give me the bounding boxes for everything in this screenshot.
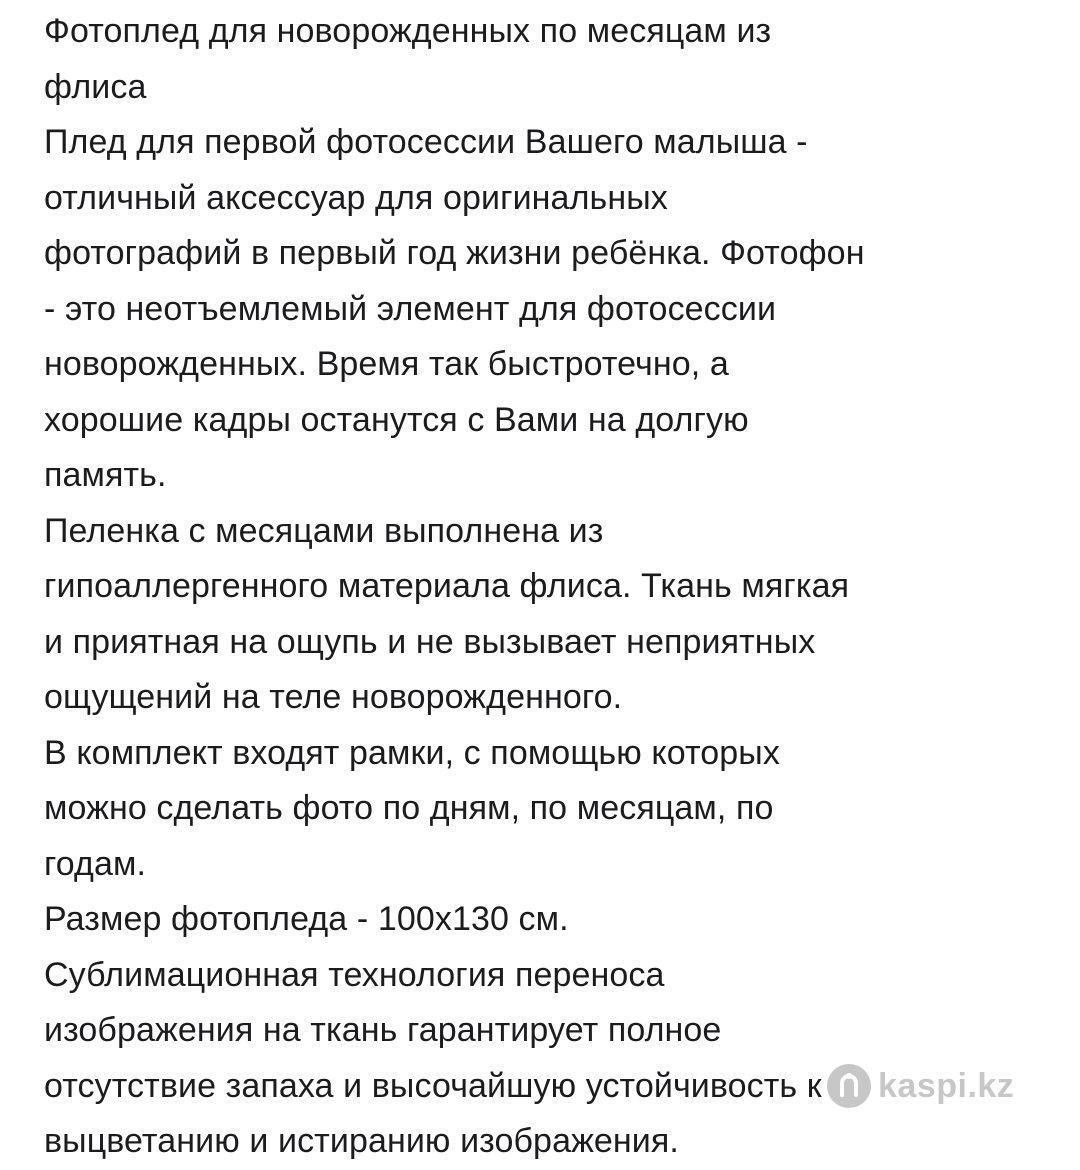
- text-line: память.: [44, 456, 167, 494]
- text-line: фотографий в первый год жизни ребёнка. Фотофон: [44, 234, 865, 272]
- document-body: [44, 4, 1054, 1170]
- text-line: новорожденных. Время так быстротечно, а: [44, 345, 729, 383]
- text-line: можно сделать фото по дням, по месяцам, по: [44, 789, 774, 827]
- text-line: - это неотъемлемый элемент для фотосессии: [44, 289, 777, 328]
- text-line: В комплект входят рамки, с помощью которых: [44, 733, 780, 772]
- text-line: Размер фотопледа - 100x130 см.: [44, 900, 569, 938]
- text-line: ощущений на теле новорожденного.: [44, 678, 623, 716]
- text-line: изображения на ткань гарантирует полное: [44, 1011, 722, 1049]
- text-line: и приятная на ощупь и не вызывает неприятных: [44, 622, 816, 661]
- text-line: отличный аксессуар для оригинальных: [44, 178, 668, 217]
- text-line: выцветанию и истиранию изображения.: [44, 1122, 679, 1160]
- text-line: Пеленка с месяцами выполнена из: [44, 511, 604, 550]
- text-line: отсутствие запаха и высочайшую устойчивость к: [44, 1066, 822, 1105]
- text-line: флиса: [44, 67, 147, 106]
- text-line: Сублимационная технология переноса: [44, 955, 665, 994]
- watermark-text: kaspi.kz: [878, 1066, 1015, 1105]
- text-line: Плед для первой фотосессии Вашего малыша -: [44, 123, 808, 161]
- text-line: Фотоплед для новорожденных по месяцам из: [44, 12, 772, 50]
- text-line: годам.: [44, 844, 146, 883]
- text-line: гипоаллергенного материала флиса. Ткань мягкая: [44, 567, 850, 605]
- text-line: хорошие кадры останутся с Вами на долгую: [44, 400, 749, 439]
